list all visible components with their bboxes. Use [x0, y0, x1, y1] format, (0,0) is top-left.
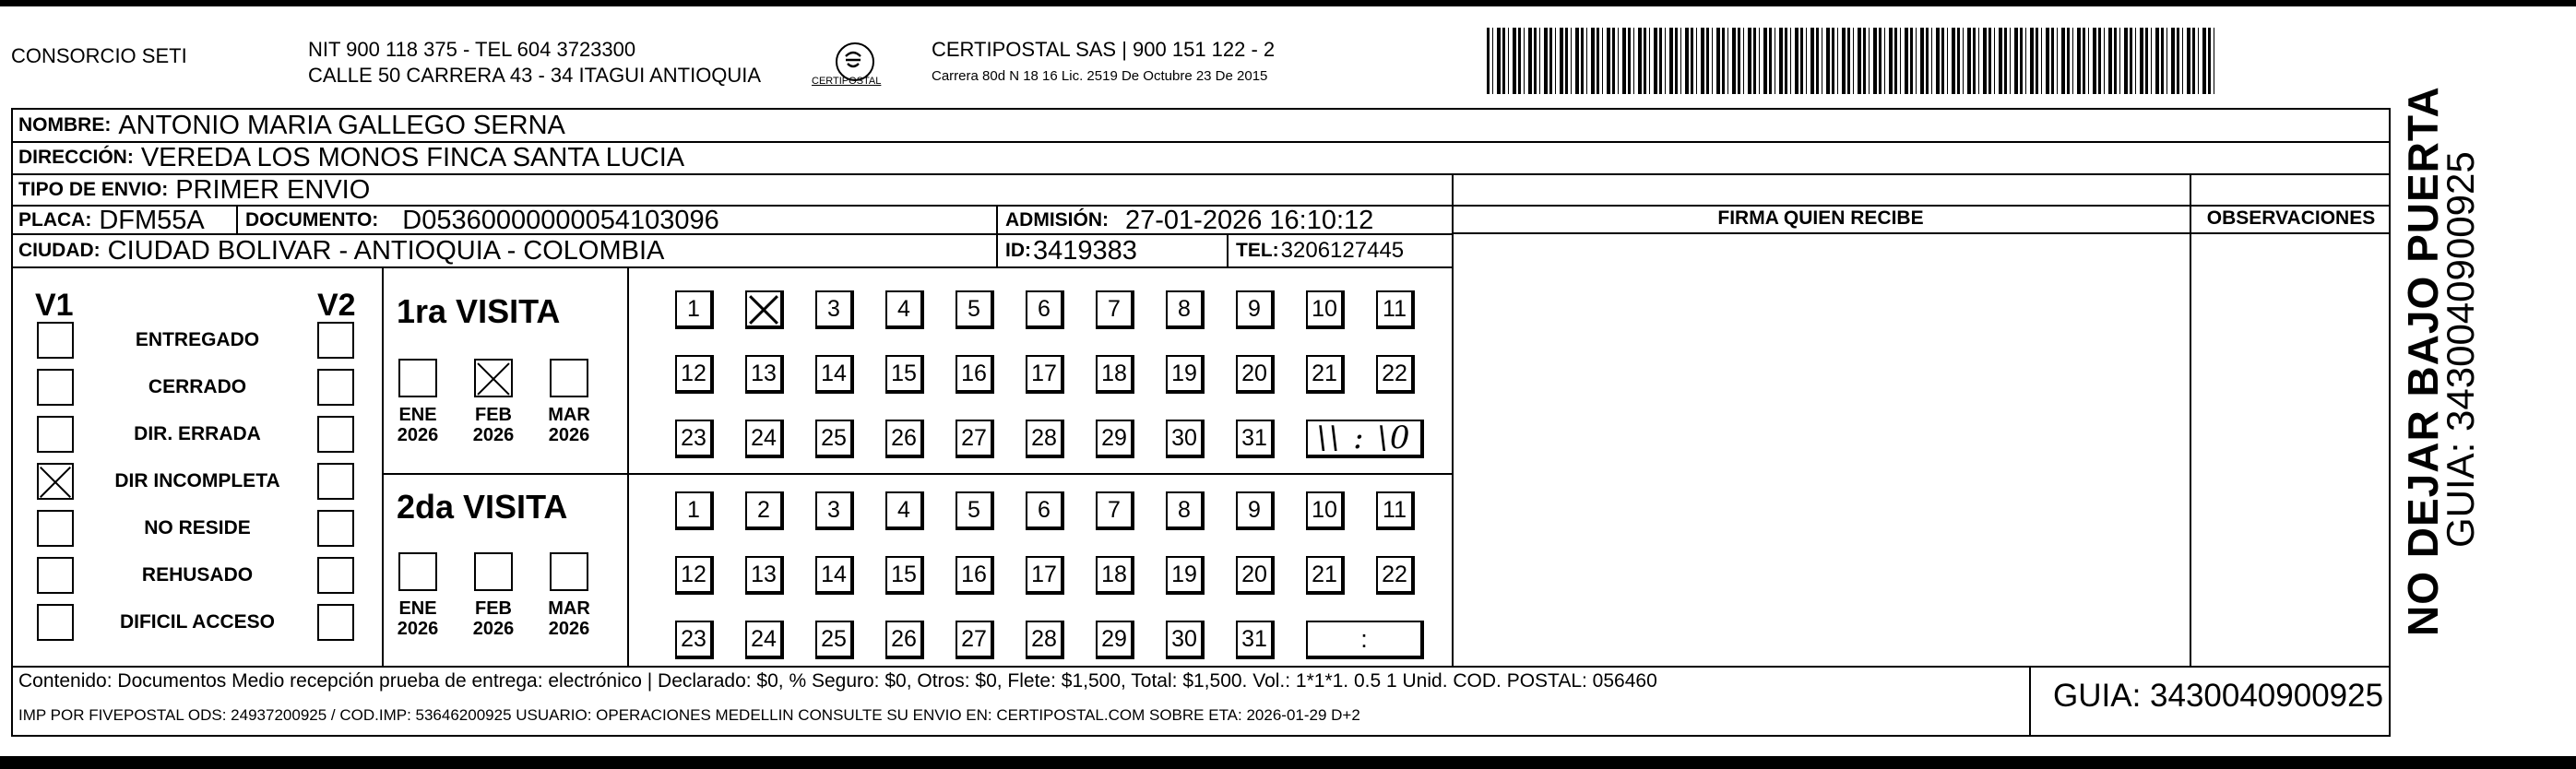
day-box[interactable]: 4: [885, 491, 924, 530]
v2-checkbox[interactable]: [317, 416, 354, 453]
day-box[interactable]: 28: [1026, 621, 1064, 659]
visit2-title: 2da VISITA: [397, 488, 568, 526]
day-box[interactable]: 21: [1306, 355, 1345, 394]
status-label: DIFICIL ACCESO: [119, 611, 275, 633]
bottom-border: [0, 756, 2576, 769]
day-box[interactable]: 20: [1236, 556, 1275, 595]
id-value: 3419383: [1033, 235, 1137, 266]
id-label: ID:: [1005, 240, 1031, 261]
day-box[interactable]: 7: [1096, 491, 1134, 530]
logo-caption: CERTIPOSTAL: [812, 76, 882, 87]
day-box[interactable]: 10: [1306, 491, 1345, 530]
placa-value: DFM55A: [99, 205, 205, 235]
footer-imp-line: IMP POR FIVEPOSTAL ODS: 24937200925 / COD.IMP: 53646200925 USUARIO: OPERACIONES MEDELLIN CONSULTE SU ENVIO EN: CERTIPOSTAL.COM SOBRE ETA: 2026-01-29 D+2: [18, 706, 1360, 724]
v1-checkbox[interactable]: [37, 369, 74, 406]
time-value: \\ : \0: [1316, 420, 1412, 456]
day-box[interactable]: 24: [745, 621, 784, 659]
month-checkbox[interactable]: [398, 359, 437, 397]
nombre-row: [18, 110, 565, 141]
placa-cell: [18, 205, 205, 236]
month-name: MAR: [548, 405, 590, 425]
day-box[interactable]: 1: [675, 491, 714, 530]
address-line: CALLE 50 CARRERA 43 - 34 ITAGUI ANTIOQUIA: [308, 64, 762, 87]
v1-checkbox[interactable]: [37, 510, 74, 547]
day-box[interactable]: 18: [1096, 355, 1134, 394]
rule: [13, 266, 1452, 268]
day-box[interactable]: 10: [1306, 290, 1345, 329]
day-box[interactable]: 31: [1236, 621, 1275, 659]
day-box[interactable]: 25: [815, 621, 854, 659]
time-box[interactable]: [1306, 621, 1424, 659]
month-label: [541, 405, 597, 445]
v2-checkbox[interactable]: [317, 604, 354, 641]
ciudad-cell: [18, 235, 664, 266]
status-label: DIR INCOMPLETA: [114, 470, 280, 491]
rule: [2190, 173, 2191, 666]
tel-cell: [1236, 235, 1404, 266]
side-warning: [2398, 86, 2483, 636]
day-box[interactable]: 25: [815, 420, 854, 458]
admision-value: 27-01-2026 16:10:12: [1125, 205, 1374, 235]
time-box[interactable]: [1306, 420, 1424, 458]
day-box[interactable]: 26: [885, 420, 924, 458]
ciudad-label: CIUDAD:: [18, 240, 101, 261]
month-name: FEB: [475, 405, 512, 425]
month-year: 2026: [472, 425, 515, 445]
rule: [1227, 233, 1229, 266]
month-year: 2026: [397, 425, 439, 445]
placa-label: PLACA:: [18, 209, 92, 231]
rule: [382, 266, 384, 666]
visit1-title: 1ra VISITA: [397, 292, 561, 330]
day-box[interactable]: 6: [1026, 290, 1064, 329]
day-box[interactable]: 8: [1166, 290, 1205, 329]
day-box[interactable]: 31: [1236, 420, 1275, 458]
rule: [1452, 173, 1454, 666]
day-box[interactable]: 13: [745, 355, 784, 394]
day-box[interactable]: 27: [956, 621, 994, 659]
day-box[interactable]: 30: [1166, 621, 1205, 659]
tipo-envio-value: PRIMER ENVIO: [175, 174, 371, 205]
month-year: 2026: [548, 425, 590, 445]
firma-header: FIRMA QUIEN RECIBE: [1717, 207, 1924, 229]
month-checkbox[interactable]: [474, 552, 513, 591]
month-checkbox[interactable]: [550, 359, 588, 397]
month-year: 2026: [472, 619, 515, 639]
tel-label: TEL:: [1236, 240, 1279, 261]
v2-checkbox[interactable]: [317, 510, 354, 547]
day-box[interactable]: 14: [815, 556, 854, 595]
day-box[interactable]: 23: [675, 621, 714, 659]
day-box[interactable]: 20: [1236, 355, 1275, 394]
day-box[interactable]: 30: [1166, 420, 1205, 458]
month-label: [390, 405, 445, 445]
nombre-value: ANTONIO MARIA GALLEGO SERNA: [118, 110, 565, 140]
documento-cell: [245, 205, 719, 236]
company-name: CONSORCIO SETI: [11, 44, 187, 67]
nombre-label: NOMBRE:: [18, 114, 112, 136]
day-box[interactable]: 16: [956, 556, 994, 595]
month-label: [466, 405, 521, 445]
v2-checkbox[interactable]: [317, 369, 354, 406]
rule: [382, 473, 1452, 475]
tipo-envio-label: TIPO DE ENVIO:: [18, 179, 169, 200]
month-checkbox[interactable]: [398, 552, 437, 591]
documento-label: DOCUMENTO:: [245, 209, 379, 231]
v1-checkbox[interactable]: [37, 557, 74, 594]
day-box[interactable]: 11: [1376, 290, 1415, 329]
day-box[interactable]: 14: [815, 355, 854, 394]
day-box[interactable]: 23: [675, 420, 714, 458]
day-box[interactable]: 27: [956, 420, 994, 458]
guia-number: GUIA: 3430040900925: [2053, 678, 2384, 714]
v2-checkbox[interactable]: [317, 557, 354, 594]
day-box[interactable]: 12: [675, 355, 714, 394]
nit-line: NIT 900 118 375 - TEL 604 3723300: [308, 38, 636, 61]
day-box[interactable]: 4: [885, 290, 924, 329]
day-box[interactable]: 6: [1026, 491, 1064, 530]
documento-value: D05360000000054103096: [402, 205, 719, 235]
month-label: [466, 598, 521, 639]
tel-value: 3206127445: [1280, 238, 1405, 263]
day-box[interactable]: 21: [1306, 556, 1345, 595]
delivery-form: [11, 108, 2391, 737]
day-box[interactable]: 22: [1376, 355, 1415, 394]
day-box[interactable]: 1: [675, 290, 714, 329]
v1-checkbox[interactable]: [37, 604, 74, 641]
certipostal-address: Carrera 80d N 18 16 Lic. 2519 De Octubre 23 De 2015: [932, 68, 1268, 84]
month-label: [541, 598, 597, 639]
day-box[interactable]: [745, 290, 784, 329]
day-box[interactable]: 9: [1236, 491, 1275, 530]
day-box[interactable]: 22: [1376, 556, 1415, 595]
status-label: NO RESIDE: [144, 517, 251, 538]
day-box[interactable]: 11: [1376, 491, 1415, 530]
v1-checkbox[interactable]: [37, 416, 74, 453]
day-box[interactable]: 17: [1026, 355, 1064, 394]
rule: [236, 205, 238, 233]
id-cell: [1005, 235, 1137, 266]
v1-label: V1: [35, 288, 74, 323]
month-name: ENE: [398, 405, 437, 425]
day-box[interactable]: 7: [1096, 290, 1134, 329]
time-value: :: [1360, 624, 1368, 653]
day-box[interactable]: 19: [1166, 556, 1205, 595]
certipostal-line: CERTIPOSTAL SAS | 900 151 122 - 2: [932, 38, 1276, 61]
v1-checkbox[interactable]: [37, 322, 74, 359]
day-box[interactable]: 9: [1236, 290, 1275, 329]
day-box[interactable]: 3: [815, 491, 854, 530]
day-box[interactable]: 28: [1026, 420, 1064, 458]
day-box[interactable]: 12: [675, 556, 714, 595]
day-box[interactable]: 29: [1096, 621, 1134, 659]
month-checkbox[interactable]: [474, 359, 513, 397]
guia-box: [2029, 667, 2392, 737]
day-box[interactable]: 8: [1166, 491, 1205, 530]
day-box[interactable]: 24: [745, 420, 784, 458]
v2-checkbox[interactable]: [317, 322, 354, 359]
status-label: DIR. ERRADA: [134, 423, 261, 444]
direccion-value: VEREDA LOS MONOS FINCA SANTA LUCIA: [140, 142, 685, 172]
month-name: FEB: [475, 598, 512, 619]
month-checkbox[interactable]: [550, 552, 588, 591]
v2-label: V2: [317, 288, 356, 323]
footer-content-line: Contenido: Documentos Medio recepción prueba de entrega: electrónico | Declarado: $0, % Seguro: $0, Otros: $0, Flete: $1,500, Total: $1,500. Vol.: 1*1*1. 0.5 1 Unid. COD. POSTAL: 056460: [18, 670, 1657, 692]
top-border: [0, 0, 2576, 6]
status-label: REHUSADO: [141, 564, 254, 586]
day-box[interactable]: 26: [885, 621, 924, 659]
side-guia: GUIA: 3430040900925: [2439, 151, 2482, 548]
day-box[interactable]: 3: [815, 290, 854, 329]
day-box[interactable]: 2: [745, 491, 784, 530]
direccion-row: [18, 142, 684, 173]
day-box[interactable]: 15: [885, 355, 924, 394]
v1-checkbox[interactable]: [37, 463, 74, 500]
day-box[interactable]: 18: [1096, 556, 1134, 595]
rule: [627, 266, 629, 666]
no-dejar-bajo-puerta: NO DEJAR BAJO PUERTA: [2399, 86, 2447, 636]
admision-cell: [1005, 205, 1373, 236]
status-label: ENTREGADO: [135, 329, 260, 350]
rule: [1452, 232, 2391, 234]
tipo-envio-row: [18, 174, 370, 206]
barcode: [1487, 28, 2215, 94]
month-year: 2026: [548, 619, 590, 639]
ciudad-value: CIUDAD BOLIVAR - ANTIOQUIA - COLOMBIA: [107, 235, 665, 266]
direccion-label: DIRECCIÓN:: [18, 147, 134, 168]
day-box[interactable]: 17: [1026, 556, 1064, 595]
month-name: ENE: [398, 598, 437, 619]
day-box[interactable]: 5: [956, 290, 994, 329]
day-box[interactable]: 15: [885, 556, 924, 595]
day-box[interactable]: 16: [956, 355, 994, 394]
day-box[interactable]: 13: [745, 556, 784, 595]
day-box[interactable]: 5: [956, 491, 994, 530]
observaciones-header: OBSERVACIONES: [2206, 207, 2376, 229]
v2-checkbox[interactable]: [317, 463, 354, 500]
status-label: CERRADO: [148, 376, 247, 397]
month-name: MAR: [548, 598, 590, 619]
month-year: 2026: [397, 619, 439, 639]
admision-label: ADMISIÓN:: [1005, 209, 1109, 231]
day-box[interactable]: 19: [1166, 355, 1205, 394]
day-box[interactable]: 29: [1096, 420, 1134, 458]
month-label: [390, 598, 445, 639]
rule: [996, 205, 998, 266]
